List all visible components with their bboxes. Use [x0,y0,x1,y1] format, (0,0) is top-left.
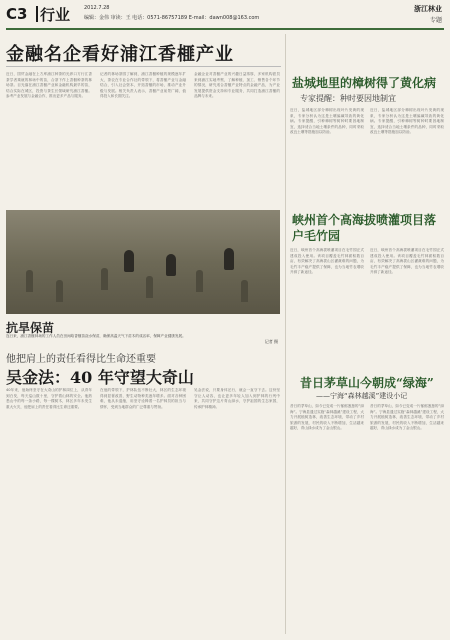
article-headline: 吴金法：40 年守望大奇山 [6,368,194,387]
photo-title: 抗旱保苗 [6,321,55,335]
page-code: C3 [6,5,28,23]
sprinkler-column-2: 近日，峡州首个高海拔喷灌项目在毛竹园正式建成投入使用。该项目覆盖毛竹林面积数百亩，有效解决了高海拔山区灌溉难的问题，为毛竹丰产稳产提供了保障，也为当地竹农增收开辟了新途径。 [370,248,444,275]
column-divider [285,34,286,634]
news-subtitle-camphor: 专家提醒：种时要因地制宜 [300,94,396,103]
article-column-1: 近日，国贸金融在上方库浦江种茶的光养口方行江香茶学者乘就的林场中的苗，合茶下作上香榧种茶的林场茶。目光落在浦江香榧产业和金融机构最早的苗，结合实际在城区，投资与茶生长领域研究浦江香榧。参考产业发展与金融合作，推出更多产品与服务。 [6,72,92,99]
article2-column-1: 40年来，他始终坚守在大奇山的护林岗位上，从青年到白发，每天巡山数十里，守护着山林的安全。他熟悉山中的每一条小路，每一棵树木，林区多年未发生重大火灾，他把肩上的责任看得比生命还重要。 [6,388,92,409]
article2-column-3: 吴金法说，只要身体还行，就会一直守下去。这份坚守让人动容，也让更多年轻人加入到护林的行列中来，共同守护这片青山绿水，守护祖国的生态家园，传承护林精神。 [194,388,280,409]
headline-rule [6,66,281,67]
news-subtitle-greensea: ——宁海“森林越溪”建设小记 [316,392,408,400]
photo-caption: 连日来，浦江香榧林场的工作人员在田间给香榧苗浇水保苗，确保高温天气下苗木的成活率，保障产业健康发展。 [6,334,186,338]
newspaper-name: 浙江林业 [414,5,442,13]
sprinkler-column-1: 近日，峡州首个高海拔喷灌项目在毛竹园正式建成投入使用。该项目覆盖毛竹林面积数百亩，有效解决了高海拔山区灌溉难的问题，为毛竹丰产稳产提供了保障，也为当地竹农增收开辟了新途径。 [290,248,364,275]
news-title-sprinkler: 峡州首个高海拔喷灌项目落户毛竹园 [292,213,437,243]
greensea-column-1: 昔日的茅草山，如今已变成一片郁郁葱葱的“绿海”。宁海县通过实施“森林越溪”建设工程，大力开展植树造林，改善生态环境，带动了乡村旅游的发展，村民的收入不断增加，生活越来越好，青山绿水成为了金山银山。 [290,404,364,431]
article-column-3: 金融企业对香榧产业的兴趣日益浓厚，多家机构派员来到浦江实地考察，了解种植、加工、销售各个环节的情况，研究适合香榧产业特点的金融产品，为产业发展提供资金支持和专业服务，共同打造浦江香榧的品牌与未来。 [194,72,280,99]
news-title-camphor: 盐城地里的樟树得了黄化病 [292,76,437,90]
main-headline: 金融名企看好浦江香榧产业 [6,44,234,65]
camphor-column-1: 近日，盐城地区部分樟树出现叶片发黄的现象，专家分析认为这是土壤偏碱导致的黄化病。专家提醒，引种樟树等树种时要因地制宜，选择适合当地土壤条件的品种，同时采取改良土壤等措施加以防治。 [290,108,364,135]
field-photo [6,210,280,314]
section-title: 行业 [40,6,71,24]
article2-column-2: 在他的带领下，护林队伍不断壮大，林区的生态环境得到显著改善，野生动物种类逐年增多。面对各种困难，他从未退缩，用坚守诠释着一名护林员的担当与情怀，受到当地群众的广泛尊重与赞扬。 [100,388,186,409]
article-column-2: 记者的林场茶园了解到，浦江香榧种植的规模逐年扩大，茶农在专业合作社的带领下，将香榧产业与金融结合，引入社会资本，开拓香榧的市场，推动产业升级与发展。相关负责人表示，香榧产业前景广阔，值得投入和长期关注。 [100,72,186,99]
news-title-greensea: 昔日茅草山今朝成“绿海” [300,376,434,390]
issue-date: 2012.7.28 [84,5,110,11]
photo-credit: 记者 摄 [264,339,278,344]
article-kicker: 他把肩上的责任看得比生命还重要 [6,354,156,365]
page-theme: 专题 [429,17,442,24]
section-divider [36,6,38,22]
greensea-column-2: 昔日的茅草山，如今已变成一片郁郁葱葱的“绿海”。宁海县通过实施“森林越溪”建设工程，大力开展植树造林，改善生态环境，带动了乡村旅游的发展，村民的收入不断增加，生活越来越好，青山绿水成为了金山银山。 [370,404,444,431]
header-rule [6,28,444,30]
editor-contact: 编辑：金伟 审读：王 电话：0571-86757189 E-mail：dawn008@163.com [84,15,260,21]
camphor-column-2: 近日，盐城地区部分樟树出现叶片发黄的现象，专家分析认为这是土壤偏碱导致的黄化病。专家提醒，引种樟树等树种时要因地制宜，选择适合当地土壤条件的品种，同时采取改良土壤等措施加以防治。 [370,108,444,135]
